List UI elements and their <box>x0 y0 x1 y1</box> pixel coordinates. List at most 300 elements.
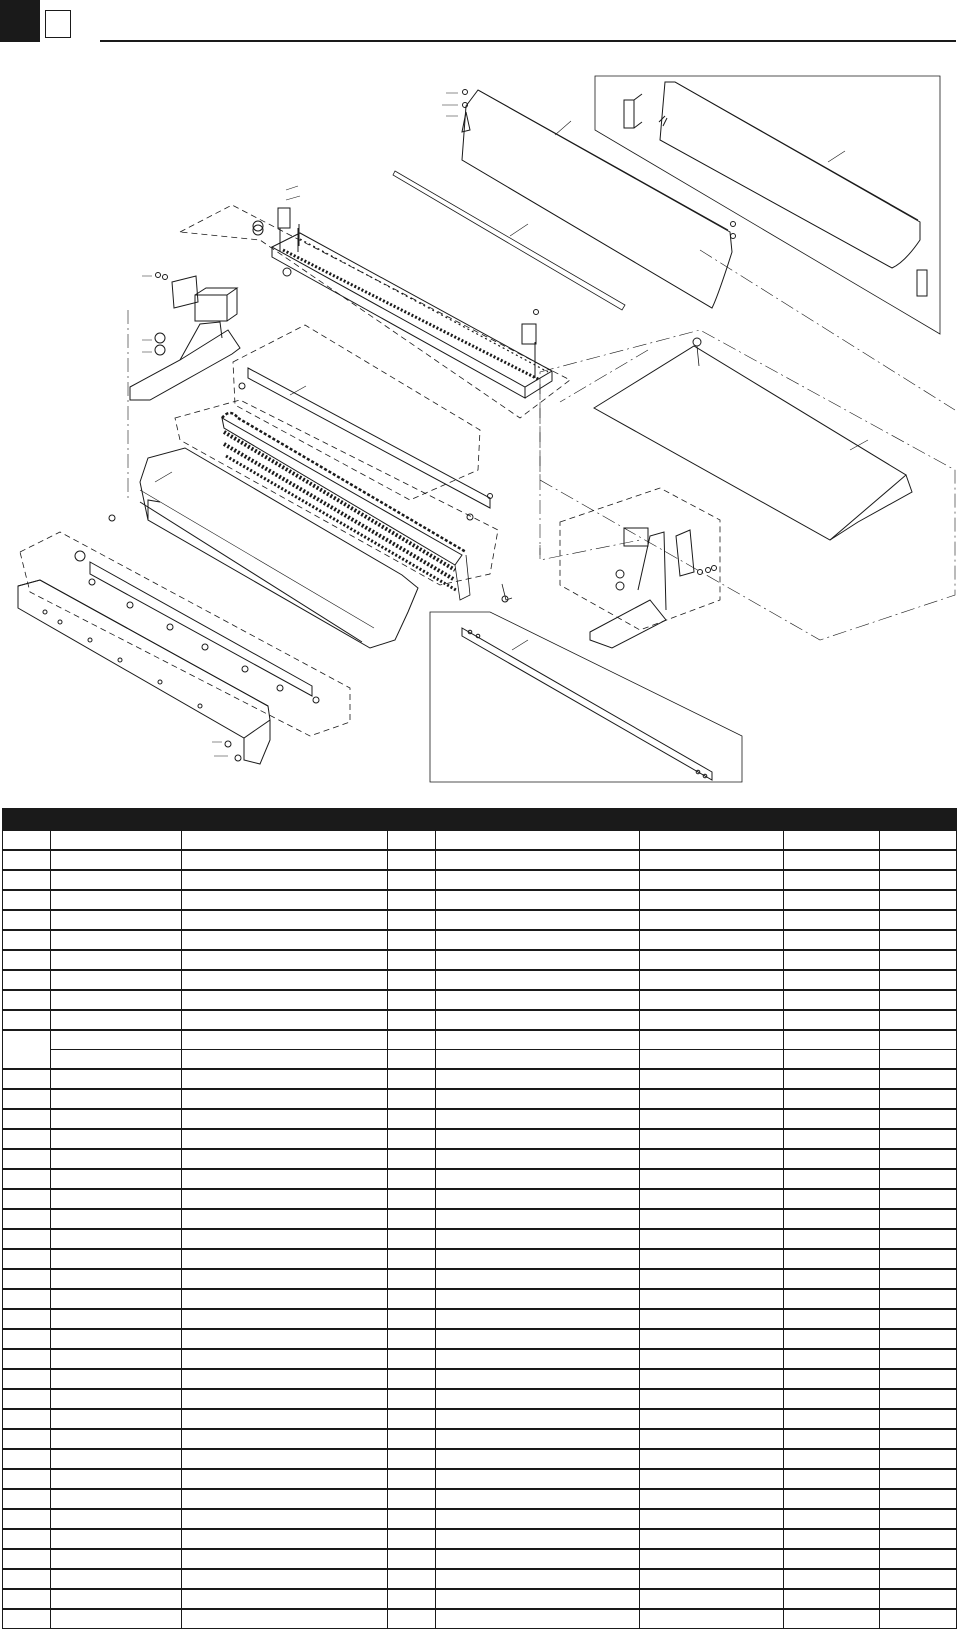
table-cell <box>388 1409 436 1429</box>
table-cell <box>388 1549 436 1569</box>
table-cell <box>436 1229 640 1249</box>
table-cell <box>182 1109 388 1129</box>
table-cell <box>436 1169 640 1189</box>
main-rail-group <box>180 186 570 418</box>
table-cell <box>880 1069 957 1089</box>
table-cell <box>640 1349 784 1369</box>
table-cell <box>784 1569 880 1589</box>
table-cell <box>784 1030 880 1050</box>
table-cell <box>51 1369 182 1389</box>
table-cell <box>640 1050 784 1070</box>
table-row <box>3 830 957 850</box>
table-cell <box>880 1369 957 1389</box>
table-cell <box>880 1429 957 1449</box>
table-cell <box>436 1129 640 1149</box>
header-cell <box>51 809 182 831</box>
table-cell <box>3 830 51 850</box>
table-cell <box>182 1189 388 1209</box>
table-cell <box>3 1269 51 1289</box>
table-row <box>3 1229 957 1249</box>
table-row <box>3 1489 957 1509</box>
table-cell <box>784 1349 880 1369</box>
table-row <box>3 1369 957 1389</box>
table-row <box>3 1149 957 1169</box>
table-cell <box>388 1269 436 1289</box>
table-cell <box>51 1589 182 1609</box>
table-cell <box>182 910 388 930</box>
table-cell <box>880 990 957 1010</box>
table-cell <box>182 1349 388 1369</box>
table-cell <box>51 1169 182 1189</box>
table-cell <box>640 1409 784 1429</box>
table-cell <box>436 950 640 970</box>
table-cell <box>51 1189 182 1209</box>
table-cell <box>784 1329 880 1349</box>
table-cell <box>3 1209 51 1229</box>
table-cell <box>880 1349 957 1369</box>
table-cell <box>880 1269 957 1289</box>
header-cell <box>784 809 880 831</box>
table-cell <box>388 1069 436 1089</box>
table-cell <box>640 1549 784 1569</box>
table-cell <box>3 1229 51 1249</box>
table-cell <box>51 930 182 950</box>
table-cell <box>388 1109 436 1129</box>
table-cell <box>388 1529 436 1549</box>
table-cell <box>880 1569 957 1589</box>
header-cell <box>3 809 51 831</box>
table-cell <box>784 1429 880 1449</box>
table-cell <box>388 1189 436 1209</box>
table-cell <box>388 1389 436 1409</box>
table-cell <box>436 1309 640 1329</box>
table-row <box>3 1109 957 1129</box>
table-cell <box>182 1549 388 1569</box>
table-cell <box>3 1030 51 1069</box>
table-cell <box>182 1249 388 1269</box>
table-row <box>3 1269 957 1289</box>
table-cell <box>880 970 957 990</box>
table-cell <box>3 1309 51 1329</box>
table-cell <box>388 1010 436 1030</box>
table-cell <box>3 950 51 970</box>
table-cell <box>436 1030 640 1050</box>
bottom-rail-group <box>18 532 350 764</box>
table-row <box>3 890 957 910</box>
table-cell <box>640 1149 784 1169</box>
table-cell <box>436 1349 640 1369</box>
table-cell <box>51 1409 182 1429</box>
table-cell <box>182 1010 388 1030</box>
table-cell <box>51 1269 182 1289</box>
table-cell <box>880 1529 957 1549</box>
table-cell <box>640 910 784 930</box>
top-cover-group <box>393 90 736 311</box>
table-cell <box>182 1030 388 1050</box>
table-cell <box>388 1569 436 1589</box>
table-row <box>3 990 957 1010</box>
table-cell <box>182 1469 388 1489</box>
table-cell <box>388 1050 436 1070</box>
table-cell <box>436 1329 640 1349</box>
table-cell <box>388 1209 436 1229</box>
table-cell <box>880 1389 957 1409</box>
table-cell <box>784 1289 880 1309</box>
table-cell <box>784 1309 880 1329</box>
table-cell <box>388 1609 436 1629</box>
table-cell <box>640 1269 784 1289</box>
table-cell <box>3 1429 51 1449</box>
table-cell <box>436 1429 640 1449</box>
table-cell <box>182 930 388 950</box>
table-cell <box>436 1529 640 1549</box>
table-cell <box>3 1189 51 1209</box>
table-cell <box>436 1249 640 1269</box>
table-cell <box>436 990 640 1010</box>
table-cell <box>436 930 640 950</box>
table-cell <box>784 1489 880 1509</box>
table-cell <box>388 870 436 890</box>
table-cell <box>640 1469 784 1489</box>
table-cell <box>436 910 640 930</box>
table-cell <box>640 830 784 850</box>
table-cell <box>880 1109 957 1129</box>
table-header-row <box>3 809 957 831</box>
table-cell <box>51 1209 182 1229</box>
table-cell <box>784 1010 880 1030</box>
table-cell <box>784 1149 880 1169</box>
table-row <box>3 1249 957 1269</box>
table-cell <box>784 1609 880 1629</box>
table-cell <box>880 1309 957 1329</box>
table-cell <box>51 1529 182 1549</box>
table-cell <box>51 1489 182 1509</box>
table-cell <box>784 1129 880 1149</box>
table-cell <box>51 1289 182 1309</box>
table-row <box>3 1349 957 1369</box>
table-cell <box>880 1509 957 1529</box>
table-cell <box>880 1489 957 1509</box>
table-row <box>3 930 957 950</box>
table-cell <box>784 1069 880 1089</box>
table-cell <box>436 1549 640 1569</box>
table-cell <box>436 1149 640 1169</box>
table-cell <box>182 1089 388 1109</box>
table-cell <box>880 1449 957 1469</box>
table-cell <box>784 1169 880 1189</box>
table-cell <box>388 1030 436 1050</box>
table-cell <box>640 1569 784 1589</box>
table-cell <box>51 870 182 890</box>
table-cell <box>784 1269 880 1289</box>
table-cell <box>388 1429 436 1449</box>
table-cell <box>182 1149 388 1169</box>
table-cell <box>880 950 957 970</box>
table-cell <box>182 1589 388 1609</box>
table-row <box>3 1589 957 1609</box>
table-cell <box>388 1369 436 1389</box>
table-cell <box>388 1449 436 1469</box>
table-cell <box>3 1389 51 1409</box>
parts-table <box>2 808 957 1629</box>
table-cell <box>388 1589 436 1609</box>
table-cell <box>388 1289 436 1309</box>
parts-table-body <box>3 830 957 1629</box>
table-cell <box>388 1089 436 1109</box>
table-row <box>3 1409 957 1429</box>
table-cell <box>784 830 880 850</box>
table-row <box>3 1329 957 1349</box>
table-cell <box>182 1050 388 1070</box>
table-cell <box>640 1389 784 1409</box>
table-cell <box>182 1129 388 1149</box>
table-cell <box>436 1589 640 1609</box>
table-cell <box>3 850 51 870</box>
table-cell <box>880 1129 957 1149</box>
table-cell <box>784 1449 880 1469</box>
table-cell <box>182 990 388 1010</box>
table-row <box>3 1549 957 1569</box>
table-cell <box>880 1169 957 1189</box>
table-cell <box>3 1109 51 1129</box>
table-cell <box>784 1589 880 1609</box>
table-cell <box>784 1229 880 1249</box>
table-cell <box>51 1469 182 1489</box>
table-cell <box>784 1509 880 1529</box>
front-channel-group <box>109 448 418 648</box>
table-cell <box>784 870 880 890</box>
table-row <box>3 1050 957 1070</box>
table-row <box>3 1529 957 1549</box>
table-cell <box>640 1329 784 1349</box>
table-cell <box>436 870 640 890</box>
table-cell <box>880 1010 957 1030</box>
table-cell <box>3 1609 51 1629</box>
table-row <box>3 1569 957 1589</box>
table-cell <box>51 1030 182 1050</box>
table-cell <box>3 1509 51 1529</box>
table-cell <box>182 970 388 990</box>
table-cell <box>51 1129 182 1149</box>
table-cell <box>388 1249 436 1269</box>
right-cover-group <box>540 330 955 640</box>
table-row <box>3 850 957 870</box>
table-cell <box>640 850 784 870</box>
table-cell <box>3 1329 51 1349</box>
table-cell <box>51 1329 182 1349</box>
table-cell <box>182 1329 388 1349</box>
table-cell <box>880 1589 957 1609</box>
table-cell <box>3 1169 51 1189</box>
table-cell <box>51 830 182 850</box>
table-cell <box>3 1349 51 1369</box>
table-cell <box>640 1509 784 1529</box>
table-cell <box>182 1289 388 1309</box>
table-cell <box>388 890 436 910</box>
table-cell <box>880 870 957 890</box>
table-cell <box>640 870 784 890</box>
table-row <box>3 1010 957 1030</box>
table-cell <box>3 1549 51 1569</box>
table-cell <box>784 930 880 950</box>
table-cell <box>640 1010 784 1030</box>
section-marker-box <box>45 10 71 38</box>
table-cell <box>436 970 640 990</box>
table-cell <box>388 930 436 950</box>
table-cell <box>880 1030 957 1050</box>
table-cell <box>388 1489 436 1509</box>
table-cell <box>784 1089 880 1109</box>
table-cell <box>880 930 957 950</box>
table-cell <box>640 1249 784 1269</box>
table-cell <box>880 1329 957 1349</box>
table-cell <box>880 1289 957 1309</box>
table-cell <box>640 1209 784 1229</box>
table-cell <box>388 1349 436 1369</box>
table-cell <box>182 830 388 850</box>
table-cell <box>51 1010 182 1030</box>
table-cell <box>51 970 182 990</box>
table-cell <box>182 870 388 890</box>
table-cell <box>436 1409 640 1429</box>
table-cell <box>640 1529 784 1549</box>
table-cell <box>3 870 51 890</box>
table-cell <box>640 1589 784 1609</box>
table-cell <box>436 850 640 870</box>
table-cell <box>436 830 640 850</box>
table-cell <box>388 850 436 870</box>
table-cell <box>880 1089 957 1109</box>
table-cell <box>880 1549 957 1569</box>
table-cell <box>3 1289 51 1309</box>
table-cell <box>51 1149 182 1169</box>
table-row <box>3 1030 957 1050</box>
table-cell <box>784 1369 880 1389</box>
table-cell <box>784 1549 880 1569</box>
header-cell <box>880 809 957 831</box>
table-cell <box>436 1189 640 1209</box>
table-cell <box>51 1349 182 1369</box>
table-cell <box>436 1209 640 1229</box>
table-cell <box>640 950 784 970</box>
table-cell <box>182 1389 388 1409</box>
table-cell <box>388 1509 436 1529</box>
table-cell <box>182 1309 388 1329</box>
table-cell <box>3 1129 51 1149</box>
table-cell <box>51 850 182 870</box>
table-cell <box>388 1149 436 1169</box>
table-cell <box>880 1249 957 1269</box>
table-cell <box>3 1010 51 1030</box>
table-cell <box>51 1309 182 1329</box>
table-cell <box>784 1469 880 1489</box>
table-cell <box>436 1389 640 1409</box>
table-cell <box>640 1030 784 1050</box>
table-cell <box>3 1409 51 1429</box>
table-cell <box>640 1489 784 1509</box>
table-cell <box>880 1149 957 1169</box>
table-row <box>3 1129 957 1149</box>
table-cell <box>640 1429 784 1449</box>
table-cell <box>182 950 388 970</box>
table-cell <box>51 1429 182 1449</box>
table-cell <box>51 1609 182 1629</box>
table-row <box>3 1389 957 1409</box>
table-row <box>3 1609 957 1629</box>
table-cell <box>784 1209 880 1229</box>
table-cell <box>880 1469 957 1489</box>
section-tab-block <box>0 0 40 42</box>
table-cell <box>182 1429 388 1449</box>
table-cell <box>3 1469 51 1489</box>
table-cell <box>880 1609 957 1629</box>
table-cell <box>784 1189 880 1209</box>
table-cell <box>388 830 436 850</box>
table-cell <box>182 1169 388 1189</box>
table-cell <box>182 1569 388 1589</box>
key-comb-group <box>175 400 498 600</box>
table-cell <box>436 1469 640 1489</box>
table-cell <box>388 990 436 1010</box>
table-cell <box>51 910 182 930</box>
table-cell <box>784 970 880 990</box>
table-cell <box>784 850 880 870</box>
table-cell <box>880 830 957 850</box>
table-cell <box>51 1509 182 1529</box>
right-bracket-group <box>502 488 720 648</box>
table-cell <box>784 990 880 1010</box>
table-row <box>3 1289 957 1309</box>
table-cell <box>3 890 51 910</box>
table-cell <box>182 1229 388 1249</box>
table-cell <box>182 1529 388 1549</box>
table-cell <box>640 1369 784 1389</box>
table-cell <box>784 890 880 910</box>
table-cell <box>436 1369 640 1389</box>
table-cell <box>880 1409 957 1429</box>
table-cell <box>3 1069 51 1089</box>
table-cell <box>51 950 182 970</box>
table-cell <box>3 930 51 950</box>
rail-piece-group <box>233 325 490 508</box>
table-cell <box>182 850 388 870</box>
header-cell <box>640 809 784 831</box>
table-cell <box>880 1209 957 1229</box>
table-cell <box>880 1229 957 1249</box>
table-cell <box>182 890 388 910</box>
table-cell <box>182 1609 388 1629</box>
table-row <box>3 1469 957 1489</box>
table-cell <box>436 1010 640 1030</box>
table-cell <box>182 1209 388 1229</box>
table-cell <box>880 890 957 910</box>
header-cell <box>436 809 640 831</box>
table-cell <box>388 1309 436 1329</box>
table-cell <box>51 1549 182 1569</box>
table-cell <box>182 1489 388 1509</box>
table-cell <box>3 970 51 990</box>
table-cell <box>436 1489 640 1509</box>
table-cell <box>640 1229 784 1249</box>
table-cell <box>436 1449 640 1469</box>
table-row <box>3 950 957 970</box>
table-cell <box>51 990 182 1010</box>
table-cell <box>880 850 957 870</box>
table-row <box>3 1189 957 1209</box>
table-cell <box>3 1089 51 1109</box>
table-cell <box>3 910 51 930</box>
table-cell <box>436 1050 640 1070</box>
